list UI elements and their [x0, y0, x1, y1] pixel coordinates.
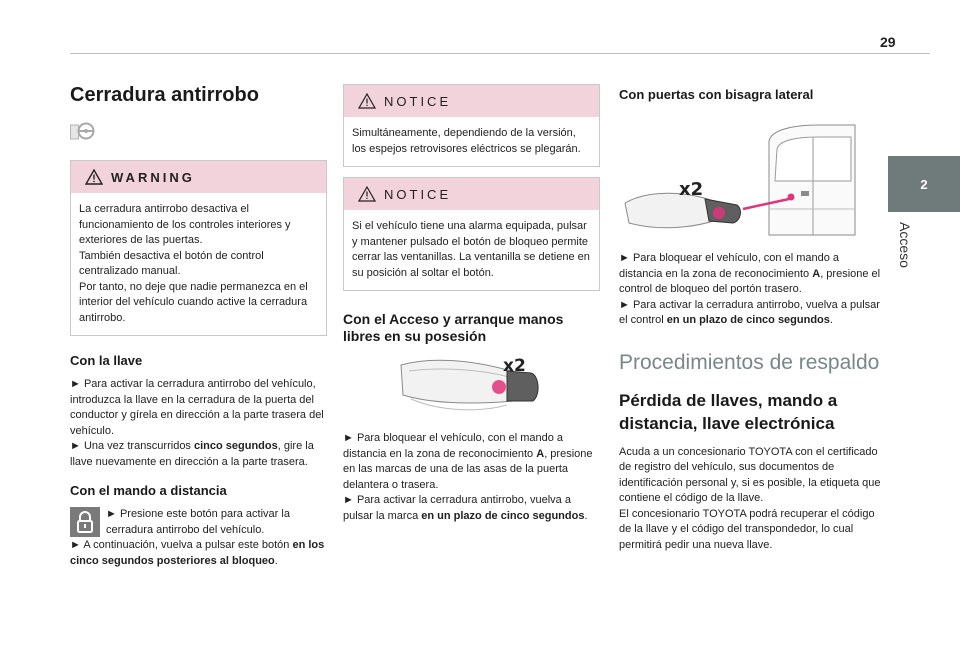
warning-label: WARNING: [111, 169, 195, 185]
handsfree-step-1: ► Para bloquear el vehículo, con el mando a distancia en la zona de reconocimiento A, presione en las marcas de una de las asas de la puerta delantera o trasera.: [343, 432, 593, 491]
lost-keys-title: Pérdida de llaves, mando a distancia, llave electrónica: [619, 390, 838, 433]
key-step-2: ► Una vez transcurridos cinco segundos, gire la llave nuevamente en dirección a la parte trasera.: [70, 440, 314, 468]
notice-box-1: [343, 84, 600, 167]
warning-text-3: Por tanto, no deje que nadie permanezca en el interior del vehículo cuando active la cerradura antirrobo.: [79, 280, 308, 324]
handsfree-heading: Con el Acceso y arranque manos libres en su posesión: [343, 311, 564, 344]
column-1: [70, 70, 327, 569]
backup-procedures-title: Procedimientos de respaldo: [619, 350, 880, 374]
notice-label-2: NOTICE: [384, 186, 452, 202]
warning-header: [71, 161, 326, 193]
steering-lock-icon: [70, 121, 96, 141]
notice-icon: [358, 93, 376, 109]
door-handle-illustration: [399, 355, 559, 417]
chapter-tab[interactable]: [888, 156, 960, 212]
notice-icon: [358, 186, 376, 202]
remote-heading: Con el mando a distancia: [70, 483, 227, 498]
notice-label-1: NOTICE: [384, 93, 452, 109]
top-divider: [70, 53, 930, 54]
notice-body-1: Simultáneamente, dependiendo de la versión, los espejos retrovisores eléctricos se plegarán.: [352, 127, 581, 155]
remote-step-row: [70, 507, 327, 538]
key-heading: Con la llave: [70, 353, 143, 368]
remote-step-2: ► A continuación, vuelva a pulsar este botón en los cinco segundos posteriores al bloqueo.: [70, 539, 325, 567]
lost-keys-text-2: El concesionario TOYOTA podrá recuperar el código de la llave y el código del transpondedor, lo cual permitirá pedir una nueva llave.: [619, 507, 875, 551]
column-3: [619, 86, 881, 553]
chapter-number: 2: [920, 176, 928, 192]
chapter-label: Acceso: [897, 222, 913, 268]
section-title: Cerradura antirrobo: [70, 84, 259, 106]
padlock-icon: [70, 507, 100, 537]
remote-step-1: ► Presione este botón para activar la cerradura antirrobo del vehículo.: [106, 508, 290, 536]
warning-icon: [85, 169, 103, 185]
side-hinged-step-2: ► Para activar la cerradura antirrobo, vuelva a pulsar el control en un plazo de cinco segundos.: [619, 298, 880, 326]
column-2: [343, 84, 600, 524]
notice-header-2: [344, 178, 599, 210]
warning-body: [71, 193, 326, 335]
lost-keys-text-1: Acuda a un concesionario TOYOTA con el certificado de registro del vehículo, sus documentos de identificación personal y, si es posible, la etiqueta que contiene el código de la llave.: [619, 445, 881, 504]
warning-text-2: También desactiva el botón de control centralizado manual.: [79, 249, 264, 277]
x2-label: x2: [679, 179, 704, 200]
notice-body-2: Si el vehículo tiene una alarma equipada, pulsar y mantener pulsado el botón de bloqueo permite cerrar las ventanillas. La ventanilla se detiene en su posición al soltar el botón.: [352, 220, 590, 279]
page-number: 29: [880, 34, 896, 50]
side-hinged-step-1: ► Para bloquear el vehículo, con el mando a distancia en la zona de reconocimiento A, presione el control de bloqueo del portón trasero.: [619, 252, 881, 295]
warning-text-1: La cerradura antirrobo desactiva el funcionamiento de los controles interiores y exteriores de las puertas.: [79, 203, 291, 246]
rear-door-illustration: [619, 111, 859, 239]
x2-label: x2: [503, 356, 526, 376]
notice-box-2: [343, 177, 600, 291]
key-step-1: ► Para activar la cerradura antirrobo del vehículo, introduzca la llave en la cerradura de la puerta del conductor y gírela en dirección a la parte trasera del vehículo.: [70, 378, 324, 437]
handsfree-step-2: ► Para activar la cerradura antirrobo, vuelva a pulsar la marca en un plazo de cinco segundos.: [343, 494, 588, 522]
warning-box: [70, 160, 327, 336]
notice-header-1: [344, 85, 599, 117]
side-hinged-heading: Con puertas con bisagra lateral: [619, 87, 814, 102]
